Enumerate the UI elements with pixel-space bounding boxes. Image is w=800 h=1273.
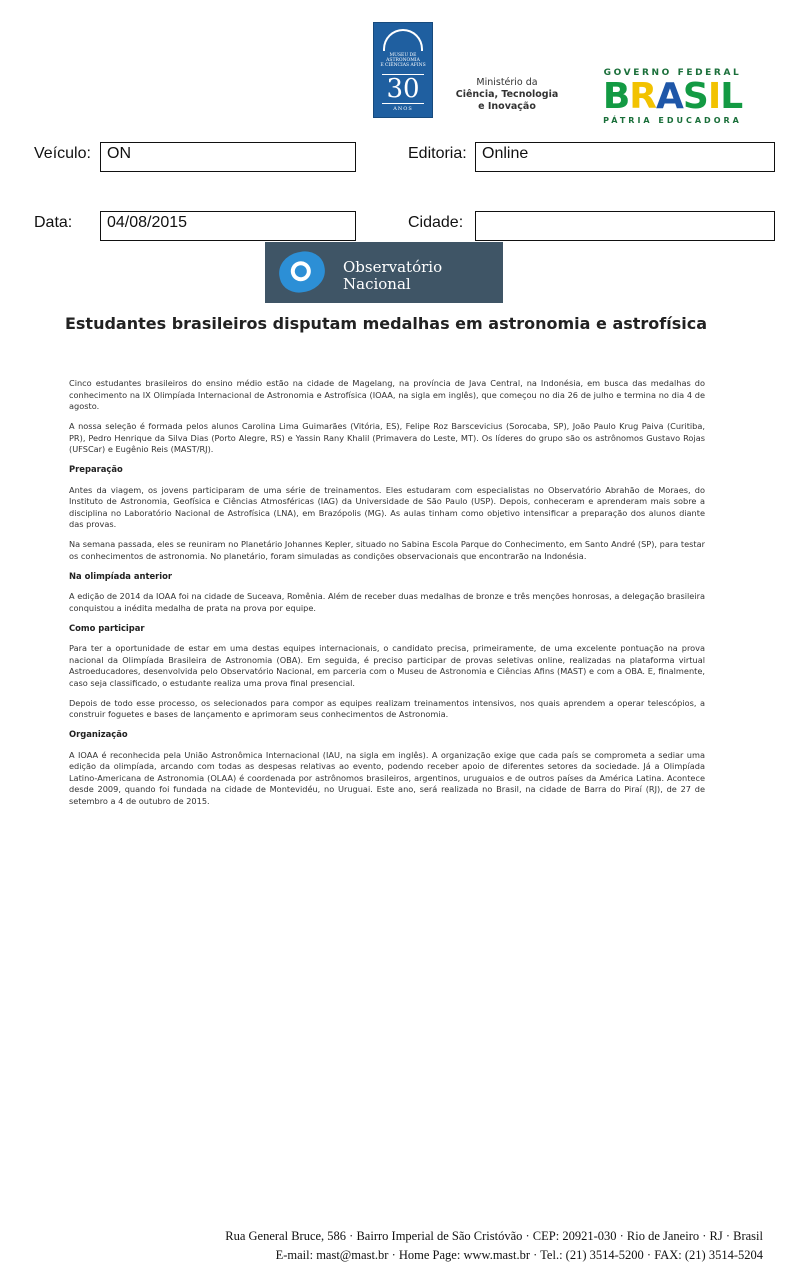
data-field[interactable]: 04/08/2015 [100,211,356,241]
ministry-line-3: e Inovação [478,101,536,112]
veiculo-label: Veículo: [34,145,91,162]
mast-logo-text [374,53,432,68]
on-logo-line-1: Observatório [343,258,443,276]
section-heading: Como participar [69,622,145,633]
article-paragraph: A edição de 2014 da IOAA foi na cidade de Suceava, Romênia. Além de receber duas medalhas de bronze e três menções honrosas, a delegação brasileira conquistou a inédita medalha de prata na prova por equipe. [69,591,705,613]
editoria-label: Editoria: [408,145,467,162]
on-logo-line-2: Nacional [343,275,411,293]
mast-30-anos-logo [373,22,433,118]
editoria-field[interactable]: Online [475,142,775,172]
article-paragraph: A nossa seleção é formada pelos alunos Carolina Lima Guimarães (Vitória, ES), Felipe Roz Barscevicius (Sorocaba, SP), João Paulo Krug Paiva (Curitiba, PR), Pedro Henrique da Silva Dias (Porto Alegre, RS) e Yassin Rany Khalil (Primavera do Leste, MT). Os líderes do grupo são os astrônomos Gustavo Rojas (UFSCar) e Eugênio Reis (MAST/RJ). [69,421,705,454]
section-heading: Organização [69,729,128,739]
mast-logo-line: E CIÊNCIAS AFINS [380,63,426,68]
cidade-field[interactable] [475,211,775,241]
ministry-logo [447,77,567,113]
ministry-line-1: Ministério da [476,77,538,88]
governo-federal-logo [585,68,760,125]
observatory-dome-icon [383,29,423,51]
article-paragraph: Para ter a oportunidade de estar em uma destas equipes internacionais, o candidato precisa, primeiramente, de uma excelente pontuação na prova nacional da Olimpíada Brasileira de Astronomia (OBA). Em seguida, é preciso participar de provas seletivas online, realizadas na plataforma virtual Astroeducadores, desenvolvida pelo Observatório Nacional, em parceria com o Museu de Astronomia e Ciências Afins (MAST) e com a OBA. E, finalmente, caso seja classificado, o estudante realiza uma prova final presencial. [69,643,705,688]
article-paragraph: Na semana passada, eles se reuniram no Planetário Johannes Kepler, situado no Sabina Escola Parque do Conhecimento, em Santo André (SP), para testar os conhecimentos de astronomia. No planetário, foram simuladas as condições observacionais que encontrarão na Indonésia. [69,539,705,561]
governo-federal-text: GOVERNO FEDERAL [603,68,742,78]
article-headline: Estudantes brasileiros disputam medalhas em astronomia e astrofísica [64,314,708,333]
page-footer [225,1227,763,1265]
article-paragraph: A IOAA é reconhecida pela União Astronômica Internacional (IAU, na sigla em inglês). A organização exige que cada país se comprometa a sediar uma edição da olimpíada, arcando com todas as despesas relativas ao evento, podendo receber apoio de diferentes setores da sociedade. Já a Olimpíada Latino-Americana de Astronomia (OLAA) é coordenada por astrônomos brasileiros, argentinos, uruguaios e de outros países da América Latina. Acontece desde 2009, quando foi fundada na cidade de Montevidéu, no Uruguai. Este ano, será realizada no Brasil, na cidade de Barra do Piraí (RJ), de 27 de setembro a 4 de outubro de 2015. [69,749,705,806]
article-body [69,378,705,816]
veiculo-field[interactable]: ON [100,142,356,172]
header-logos [0,20,800,125]
section-heading: Preparação [69,464,123,474]
mast-logo-line: MUSEU DE [389,53,417,58]
observatorio-nacional-icon [275,248,328,297]
mast-logo-anos: ANOS [393,106,413,112]
data-label: Data: [34,214,73,231]
patria-educadora-text: PÁTRIA EDUCADORA [603,116,742,125]
footer-contact: E-mail: mast@mast.br · Home Page: www.mast.br · Tel.: (21) 3514-5200 · FAX: (21) 3514-5204 [275,1248,763,1262]
cidade-label: Cidade: [408,214,464,231]
article-paragraph: Depois de todo esse processo, os selecionados para compor as equipes realizam treinamentos intensivos, nos quais aprendem a operar telescópios, a construir foguetes e bases de lançamento e aprimoram seus conhecimentos de Astronomia. [69,697,705,719]
mast-logo-line: ASTRONOMIA [386,58,420,63]
observatorio-nacional-logo [265,242,503,303]
mast-logo-number: 30 [382,74,424,104]
brasil-wordmark: BRASIL [602,76,743,117]
article-paragraph: Cinco estudantes brasileiros do ensino médio estão na cidade de Magelang, na província de Java Central, na Indonésia, em busca das medalhas do conhecimento na IX Olimpíada Internacional de Astronomia e Astrofísica (IOAA, na sigla em inglês), que começou no dia 26 de julho e termina no dia 4 de agosto. [69,378,705,411]
section-heading: Na olimpíada anterior [69,570,173,581]
ministry-line-2: Ciência, Tecnologia [455,89,559,100]
article-paragraph: Antes da viagem, os jovens participaram de uma série de treinamentos. Eles estudaram com especialistas no Observatório Abrahão de Moraes, do Instituto de Astronomia, Geofísica e Ciências Atmosféricas (IAG) da Universidade de São Paulo (USP). Depois, conheceram e aprenderam mais sobre a disciplina no Laboratório Nacional de Astrofísica (LNA), em Brazópolis (MG). As aulas tinham como objetivo intensificar a preparação dos alunos diante das provas. [69,484,705,529]
footer-address: Rua General Bruce, 586 · Bairro Imperial de São Cristóvão · CEP: 20921-030 · Rio de Janeiro · RJ · Brasil [225,1229,763,1243]
